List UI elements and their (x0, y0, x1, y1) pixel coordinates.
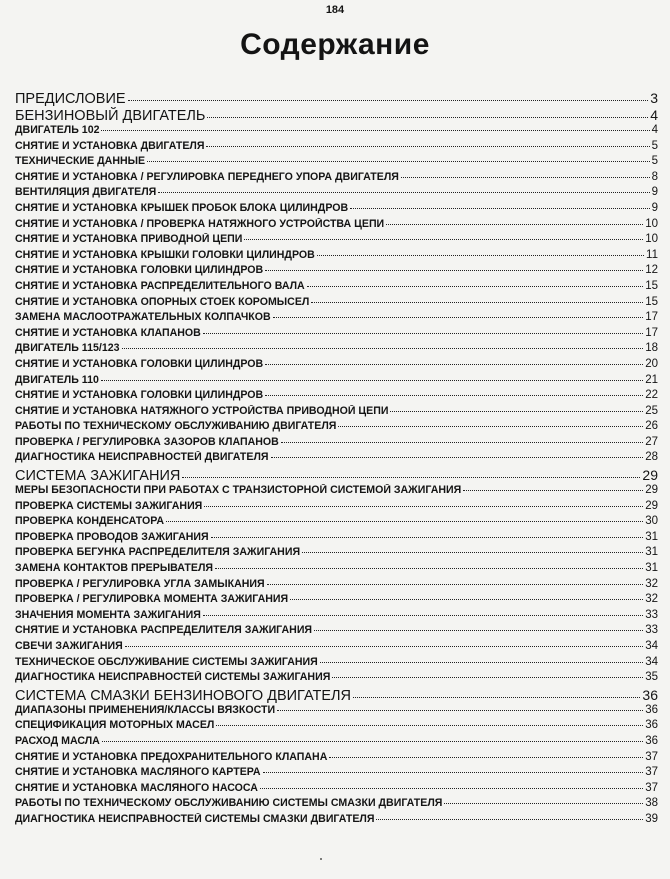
toc-entry[interactable] (15, 813, 658, 829)
toc-entry-page-number: 22 (645, 389, 658, 402)
toc-entry-title: ПРОВЕРКА КОНДЕНСАТОРА (15, 515, 164, 528)
toc-entry-title: СНЯТИЕ И УСТАНОВКА / РЕГУЛИРОВКА ПЕРЕДНЕГО УПОРА ДВИГАТЕЛЯ (15, 170, 399, 183)
toc-entry-page-number: 11 (646, 248, 658, 261)
dot-leader (265, 364, 643, 365)
toc-entry-page-number: 36 (645, 719, 658, 732)
dot-leader (101, 130, 649, 131)
dot-leader (338, 426, 643, 427)
toc-entry-title: ДИАГНОСТИКА НЕИСПРАВНОСТЕЙ СИСТЕМЫ СМАЗКИ ДВИГАТЕЛЯ (15, 812, 375, 825)
toc-entry-page-number: 9 (651, 186, 658, 199)
toc-entry-page-number: 38 (645, 797, 658, 810)
page-title: Содержание (240, 28, 430, 61)
toc-entry-page-number: 26 (645, 420, 658, 433)
dot-leader (390, 411, 643, 412)
toc-entry[interactable] (15, 704, 658, 720)
toc-entry[interactable] (15, 624, 658, 640)
toc-entry-page-number: 32 (645, 577, 658, 590)
toc-section-entry[interactable] (15, 467, 658, 484)
toc-entry-title: СНЯТИЕ И УСТАНОВКА ГОЛОВКИ ЦИЛИНДРОВ (15, 357, 264, 370)
dot-leader (207, 117, 648, 118)
toc-entry-title: СНЯТИЕ И УСТАНОВКА КРЫШКИ ГОЛОВКИ ЦИЛИНДРОВ (15, 248, 315, 261)
dot-leader (265, 270, 643, 271)
toc-entry-page-number: 25 (645, 404, 658, 417)
toc-entry-title: ТЕХНИЧЕСКОЕ ОБСЛУЖИВАНИЕ СИСТЕМЫ ЗАЖИГАНИЯ (15, 655, 318, 668)
dot-leader (267, 584, 644, 585)
toc-entry-page-number: 33 (645, 608, 658, 621)
toc-entry-title: СВЕЧИ ЗАЖИГАНИЯ (15, 640, 123, 652)
toc-section-entry[interactable] (15, 90, 658, 107)
toc-entry-title: СНЯТИЕ И УСТАНОВКА КРЫШЕК ПРОБОК БЛОКА ЦИЛИНДРОВ (15, 201, 349, 214)
toc-entry[interactable] (15, 719, 658, 735)
toc-entry-page-number: 29 (645, 499, 658, 512)
toc-entry-title: СНЯТИЕ И УСТАНОВКА ОПОРНЫХ СТОЕК КОРОМЫСЕЛ (15, 295, 310, 308)
toc-entry[interactable] (15, 578, 658, 594)
toc-entry[interactable] (15, 766, 658, 782)
dot-leader (216, 725, 643, 726)
toc-entry-page-number: 10 (645, 233, 658, 246)
dot-leader (265, 395, 643, 396)
toc-entry[interactable] (15, 436, 658, 452)
toc-entry-title: ЗАМЕНА КОНТАКТОВ ПРЕРЫВАТЕЛЯ (15, 562, 214, 575)
toc-entry[interactable] (15, 797, 658, 813)
toc-entry-title: СНЯТИЕ И УСТАНОВКА РАСПРЕДЕЛИТЕЛЯ ЗАЖИГАНИЯ (15, 624, 313, 637)
toc-entry[interactable] (15, 186, 658, 202)
toc-entry-page-number: 31 (645, 562, 658, 575)
toc-entry-title: ДВИГАТЕЛЬ 115/123 (15, 342, 120, 355)
toc-entry[interactable] (15, 342, 658, 358)
toc-entry[interactable] (15, 640, 658, 656)
dot-leader (263, 772, 644, 773)
toc-entry-title: ПРЕДИСЛОВИЕ (15, 91, 126, 107)
toc-entry-page-number: 36 (642, 686, 658, 703)
toc-entry-title: СНЯТИЕ И УСТАНОВКА ДВИГАТЕЛЯ (15, 139, 205, 152)
toc-entry[interactable] (15, 280, 658, 296)
toc-entry[interactable] (15, 735, 658, 751)
toc-entry[interactable] (15, 358, 658, 374)
dot-leader (204, 506, 643, 507)
toc-entry-page-number: 15 (645, 295, 658, 308)
toc-entry-page-number: 17 (645, 326, 658, 339)
toc-entry[interactable] (15, 405, 658, 421)
toc-entry-title: СНЯТИЕ И УСТАНОВКА ГОЛОВКИ ЦИЛИНДРОВ (15, 389, 264, 402)
toc-entry-page-number: 4 (650, 107, 658, 123)
dot-leader (320, 662, 643, 663)
toc-entry-title: БЕНЗИНОВЫЙ ДВИГАТЕЛЬ (15, 108, 206, 124)
dot-leader (386, 224, 643, 225)
toc-entry-title: СНЯТИЕ И УСТАНОВКА МАСЛЯНОГО НАСОСА (15, 781, 258, 794)
toc-entry-title: ВЕНТИЛЯЦИЯ ДВИГАТЕЛЯ (15, 186, 157, 199)
dot-leader (166, 521, 643, 522)
toc-entry-page-number: 29 (645, 484, 658, 497)
toc-entry-page-number: 8 (651, 170, 658, 183)
dot-leader (182, 477, 640, 478)
dot-leader (147, 161, 650, 162)
toc-entry[interactable] (15, 782, 658, 798)
toc-entry[interactable] (15, 171, 658, 187)
dot-leader (314, 630, 643, 631)
toc-entry-page-number: 34 (645, 655, 658, 668)
toc-entry-page-number: 15 (645, 279, 658, 292)
toc-entry-page-number: 18 (645, 342, 658, 355)
toc-entry[interactable] (15, 656, 658, 672)
toc-entry[interactable] (15, 751, 658, 767)
toc-entry-page-number: 21 (645, 373, 658, 386)
toc-entry-page-number: 39 (645, 812, 658, 825)
toc-entry-title: МЕРЫ БЕЗОПАСНОСТИ ПРИ РАБОТАХ С ТРАНЗИСТОРНОЙ СИСТЕМОЙ ЗАЖИГАНИЯ (15, 484, 462, 497)
dot-leader (203, 615, 643, 616)
dot-leader (244, 239, 643, 240)
toc-entry-page-number: 28 (645, 451, 658, 464)
toc-entry[interactable] (15, 531, 658, 547)
toc-entry[interactable] (15, 140, 658, 156)
toc-entry-title: ЗАМЕНА МАСЛООТРАЖАТЕЛЬНЫХ КОЛПАЧКОВ (15, 311, 271, 324)
toc-entry-title: ДИАГНОСТИКА НЕИСПРАВНОСТЕЙ СИСТЕМЫ ЗАЖИГАНИЯ (15, 671, 331, 684)
toc-entry-page-number: 32 (645, 593, 658, 606)
toc-entry-page-number: 37 (645, 750, 658, 763)
toc-entry[interactable] (15, 451, 658, 467)
toc-entry[interactable] (15, 374, 658, 390)
toc-entry-title: ПРОВЕРКА ПРОВОДОВ ЗАЖИГАНИЯ (15, 530, 209, 543)
toc-entry-title: ПРОВЕРКА СИСТЕМЫ ЗАЖИГАНИЯ (15, 499, 203, 512)
page-number: 184 (325, 4, 345, 16)
toc-entry[interactable] (15, 593, 658, 609)
dot-leader (215, 568, 643, 569)
toc-entry-page-number: 37 (645, 766, 658, 779)
toc-entry-page-number: 34 (645, 640, 658, 652)
toc-entry-page-number: 30 (645, 515, 658, 528)
toc-entry-page-number: 17 (645, 311, 658, 324)
toc-entry-page-number: 9 (651, 201, 658, 214)
dot-leader (332, 677, 643, 678)
dot-leader (260, 788, 643, 789)
toc-entry-title: СИСТЕМА СМАЗКИ БЕНЗИНОВОГО ДВИГАТЕЛЯ (15, 687, 351, 704)
toc-entry-page-number: 20 (645, 357, 658, 370)
toc-entry-title: СНЯТИЕ И УСТАНОВКА КЛАПАНОВ (15, 326, 201, 339)
toc-entry-title: ДВИГАТЕЛЬ 102 (15, 124, 100, 136)
dot-leader (273, 317, 644, 318)
toc-entry-title: СНЯТИЕ И УСТАНОВКА НАТЯЖНОГО УСТРОЙСТВА ПРИВОДНОЙ ЦЕПИ (15, 404, 389, 417)
dot-leader (317, 255, 644, 256)
dot-leader (329, 757, 643, 758)
dot-leader (211, 537, 644, 538)
toc-entry-page-number: 12 (645, 264, 658, 277)
toc-entry[interactable] (15, 562, 658, 578)
toc-entry[interactable] (15, 389, 658, 405)
dot-leader (125, 646, 643, 647)
toc-entry[interactable] (15, 296, 658, 312)
toc-entry-title: СНЯТИЕ И УСТАНОВКА РАСПРЕДЕЛИТЕЛЬНОГО ВАЛА (15, 279, 305, 292)
dot-leader (128, 100, 649, 101)
toc-entry-title: ЗНАЧЕНИЯ МОМЕНТА ЗАЖИГАНИЯ (15, 608, 201, 621)
dot-leader (203, 333, 643, 334)
toc-entry-title: СНЯТИЕ И УСТАНОВКА / ПРОВЕРКА НАТЯЖНОГО УСТРОЙСТВА ЦЕПИ (15, 217, 385, 230)
toc-entry-page-number: 31 (645, 530, 658, 543)
toc-entry[interactable] (15, 249, 658, 265)
toc-entry-page-number: 36 (645, 703, 658, 716)
toc-entry-title: ПРОВЕРКА / РЕГУЛИРОВКА УГЛА ЗАМЫКАНИЯ (15, 577, 265, 590)
dot-leader (102, 741, 643, 742)
toc-entry[interactable] (15, 515, 658, 531)
scan-speck (320, 858, 322, 860)
toc-entry-title: ДИАГНОСТИКА НЕИСПРАВНОСТЕЙ ДВИГАТЕЛЯ (15, 451, 269, 464)
dot-leader (463, 490, 643, 491)
dot-leader (401, 177, 650, 178)
toc-section-entry[interactable] (15, 687, 658, 704)
toc-entry[interactable] (15, 311, 658, 327)
toc-entry[interactable] (15, 233, 658, 249)
dot-leader (302, 552, 643, 553)
table-of-contents (15, 90, 658, 829)
dot-leader (271, 457, 644, 458)
toc-entry[interactable] (15, 546, 658, 562)
toc-entry-title: ПРОВЕРКА БЕГУНКА РАСПРЕДЕЛИТЕЛЯ ЗАЖИГАНИЯ (15, 546, 301, 559)
toc-entry-page-number: 5 (651, 139, 658, 152)
toc-entry-title: РАСХОД МАСЛА (15, 734, 100, 747)
toc-entry-title: СПЕЦИФИКАЦИЯ МОТОРНЫХ МАСЕЛ (15, 719, 215, 732)
toc-entry[interactable] (15, 484, 658, 500)
toc-entry-page-number: 37 (645, 781, 658, 794)
dot-leader (376, 819, 643, 820)
toc-entry-title: РАБОТЫ ПО ТЕХНИЧЕСКОМУ ОБСЛУЖИВАНИЮ СИСТЕМЫ СМАЗКИ ДВИГАТЕЛЯ (15, 797, 443, 810)
toc-entry-title: ДИАПАЗОНЫ ПРИМЕНЕНИЯ/КЛАССЫ ВЯЗКОСТИ (15, 703, 276, 716)
dot-leader (277, 710, 643, 711)
toc-entry-page-number: 29 (642, 467, 658, 484)
toc-entry-page-number: 36 (645, 734, 658, 747)
toc-entry-title: ПРОВЕРКА / РЕГУЛИРОВКА МОМЕНТА ЗАЖИГАНИЯ (15, 593, 289, 606)
toc-entry-page-number: 10 (645, 217, 658, 230)
toc-entry-title: РАБОТЫ ПО ТЕХНИЧЕСКОМУ ОБСЛУЖИВАНИЮ ДВИГАТЕЛЯ (15, 420, 337, 433)
toc-entry[interactable] (15, 218, 658, 234)
toc-entry-page-number: 33 (645, 624, 658, 637)
dot-leader (158, 192, 649, 193)
dot-leader (290, 599, 643, 600)
toc-entry-page-number: 4 (651, 124, 658, 136)
toc-entry-page-number: 5 (651, 155, 658, 168)
toc-entry-title: ПРОВЕРКА / РЕГУЛИРОВКА ЗАЗОРОВ КЛАПАНОВ (15, 435, 279, 448)
toc-entry-title: СНЯТИЕ И УСТАНОВКА ПРИВОДНОЙ ЦЕПИ (15, 233, 243, 246)
toc-entry[interactable] (15, 264, 658, 280)
toc-entry-title: ТЕХНИЧЕСКИЕ ДАННЫЕ (15, 155, 146, 168)
dot-leader (353, 697, 640, 698)
toc-entry[interactable] (15, 420, 658, 436)
toc-entry-title: СНЯТИЕ И УСТАНОВКА ПРЕДОХРАНИТЕЛЬНОГО КЛАПАНА (15, 750, 328, 763)
dot-leader (444, 803, 643, 804)
dot-leader (307, 286, 644, 287)
toc-entry-title: СИСТЕМА ЗАЖИГАНИЯ (15, 468, 181, 485)
toc-entry[interactable] (15, 202, 658, 218)
toc-entry-page-number: 31 (645, 546, 658, 559)
toc-entry-page-number: 3 (650, 90, 658, 106)
toc-entry[interactable] (15, 500, 658, 516)
toc-entry-page-number: 35 (645, 671, 658, 684)
toc-entry[interactable] (15, 155, 658, 171)
toc-entry[interactable] (15, 671, 658, 687)
toc-entry-page-number: 27 (645, 435, 658, 448)
dot-leader (206, 146, 649, 147)
toc-section-entry[interactable] (15, 107, 658, 124)
toc-entry[interactable] (15, 327, 658, 343)
toc-entry-title: СНЯТИЕ И УСТАНОВКА ГОЛОВКИ ЦИЛИНДРОВ (15, 264, 264, 277)
dot-leader (281, 442, 643, 443)
dot-leader (101, 380, 643, 381)
dot-leader (122, 348, 644, 349)
toc-entry[interactable] (15, 124, 658, 140)
toc-entry-title: СНЯТИЕ И УСТАНОВКА МАСЛЯНОГО КАРТЕРА (15, 766, 261, 779)
toc-entry-title: ДВИГАТЕЛЬ 110 (15, 373, 99, 386)
dot-leader (311, 302, 643, 303)
dot-leader (350, 208, 649, 209)
toc-entry[interactable] (15, 609, 658, 625)
